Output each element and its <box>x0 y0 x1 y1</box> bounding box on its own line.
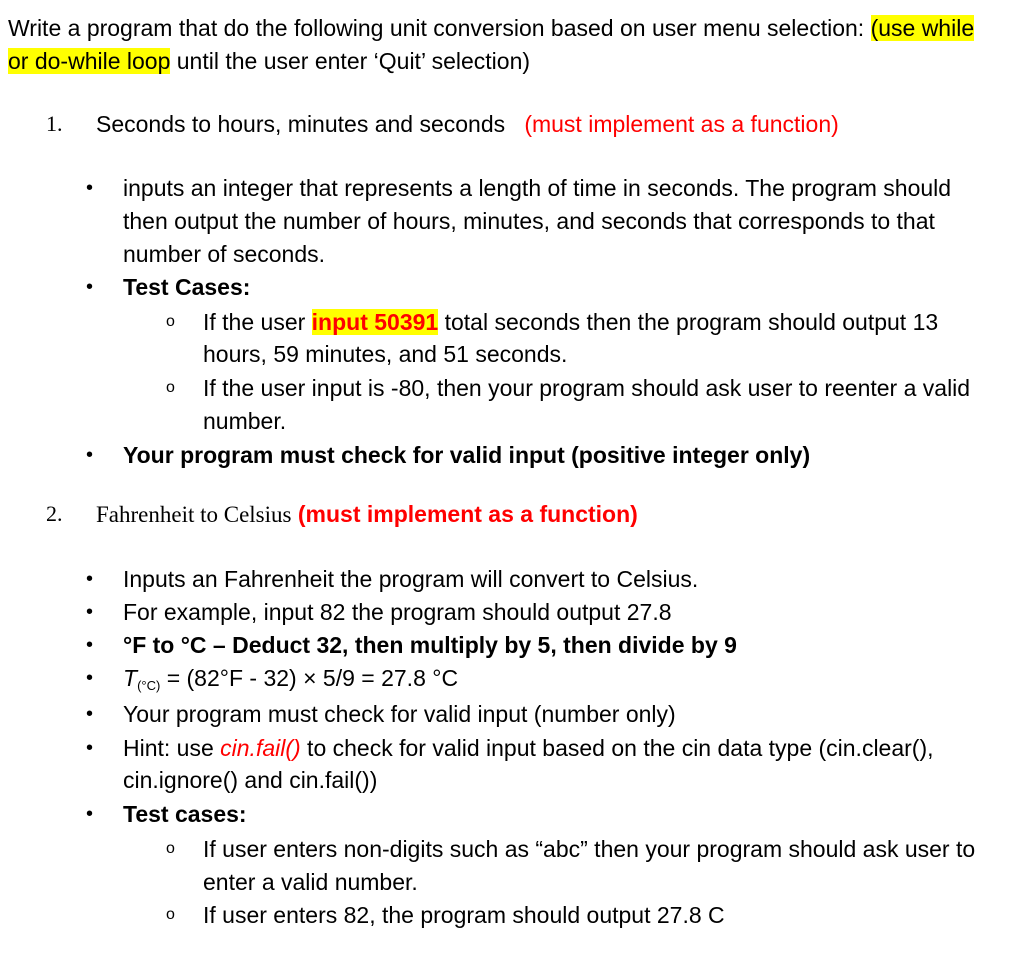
bullet-icon: • <box>86 177 94 199</box>
item-2-sub-1-line-1: If user enters non-digits such as “abc” then your program should ask user to <box>203 836 976 862</box>
item-1-title: Seconds to hours, minutes and seconds <box>96 111 506 137</box>
hint-text-2: to check for valid input based on the cin data type (cin.clear(), <box>300 735 934 761</box>
intro-highlight-2: or do-while loop <box>8 48 171 74</box>
item-2-test-cases-label: Test cases: <box>123 801 247 827</box>
intro-highlight-1: (use while <box>870 15 975 41</box>
item-1-bullet-1-line-3: number of seconds. <box>123 241 326 267</box>
item-2-heading <box>96 499 638 530</box>
item-1-test-cases-label: Test Cases: <box>123 274 251 300</box>
item-2-sub-1-line-2: enter a valid number. <box>203 869 418 895</box>
circle-bullet-icon: o <box>166 313 175 330</box>
item-2-bullet-5: Your program must check for valid input (number only) <box>123 701 676 727</box>
formula-rest: = (82°F - 32) × 5/9 = 27.8 °C <box>160 665 459 691</box>
item-2-bullet-6-line-2: cin.ignore() and cin.fail()) <box>123 767 378 793</box>
item-1-bullet-3: Your program must check for valid input (positive integer only) <box>123 442 811 468</box>
formula-t: T <box>123 665 138 691</box>
item-1-heading <box>96 109 839 139</box>
intro-text-2: until the user enter ‘Quit’ selection) <box>170 48 531 74</box>
item-2-bullet-6-line-1 <box>123 733 934 763</box>
item-2-bullet-2: For example, input 82 the program should output 27.8 <box>123 599 672 625</box>
sub-text: total seconds then the program should output 13 <box>438 309 939 335</box>
bullet-icon: • <box>86 703 94 725</box>
item-2-bullet-4-formula <box>123 663 458 701</box>
item-1-number: 1. <box>46 111 63 136</box>
intro-line-2 <box>8 46 530 76</box>
item-2-bullet-3: °F to °C – Deduct 32, then multiply by 5, then divide by 9 <box>123 632 737 658</box>
item-1-sub-2-line-2: number. <box>203 408 287 434</box>
item-1-sub-1-line-2: hours, 59 minutes, and 51 seconds. <box>203 341 568 367</box>
item-1-sub-2-line-1: If the user input is -80, then your program should ask user to reenter a valid <box>203 375 971 401</box>
intro-line-1 <box>8 13 974 43</box>
item-1-note: (must implement as a function) <box>524 111 839 137</box>
item-2-bullet-1: Inputs an Fahrenheit the program will convert to Celsius. <box>123 566 699 592</box>
hint-code: cin.fail() <box>220 735 301 761</box>
item-2-note: (must implement as a function) <box>297 501 638 527</box>
bullet-icon: • <box>86 568 94 590</box>
bullet-icon: • <box>86 667 94 689</box>
formula-subscript: (°C) <box>137 678 161 693</box>
hint-text: Hint: use <box>123 735 221 761</box>
circle-bullet-icon: o <box>166 906 175 923</box>
bullet-icon: • <box>86 737 94 759</box>
sub-text: If the user <box>203 309 312 335</box>
bullet-icon: • <box>86 276 94 298</box>
bullet-icon: • <box>86 444 94 466</box>
circle-bullet-icon: o <box>166 840 175 857</box>
intro-text: Write a program that do the following unit conversion based on user menu selection: <box>8 15 871 41</box>
item-1-bullet-1-line-1: inputs an integer that represents a length of time in seconds. The program should <box>123 175 952 201</box>
item-1-bullet-1-line-2: then output the number of hours, minutes, and seconds that corresponds to that <box>123 208 935 234</box>
highlight-input-50391: input 50391 <box>311 309 439 335</box>
item-2-number: 2. <box>46 501 63 526</box>
item-2-title: Fahrenheit to Celsius <box>96 502 292 527</box>
bullet-icon: • <box>86 803 94 825</box>
item-1-sub-1-line-1 <box>203 307 938 337</box>
circle-bullet-icon: o <box>166 379 175 396</box>
item-2-sub-2: If user enters 82, the program should output 27.8 C <box>203 902 725 928</box>
bullet-icon: • <box>86 601 94 623</box>
bullet-icon: • <box>86 634 94 656</box>
